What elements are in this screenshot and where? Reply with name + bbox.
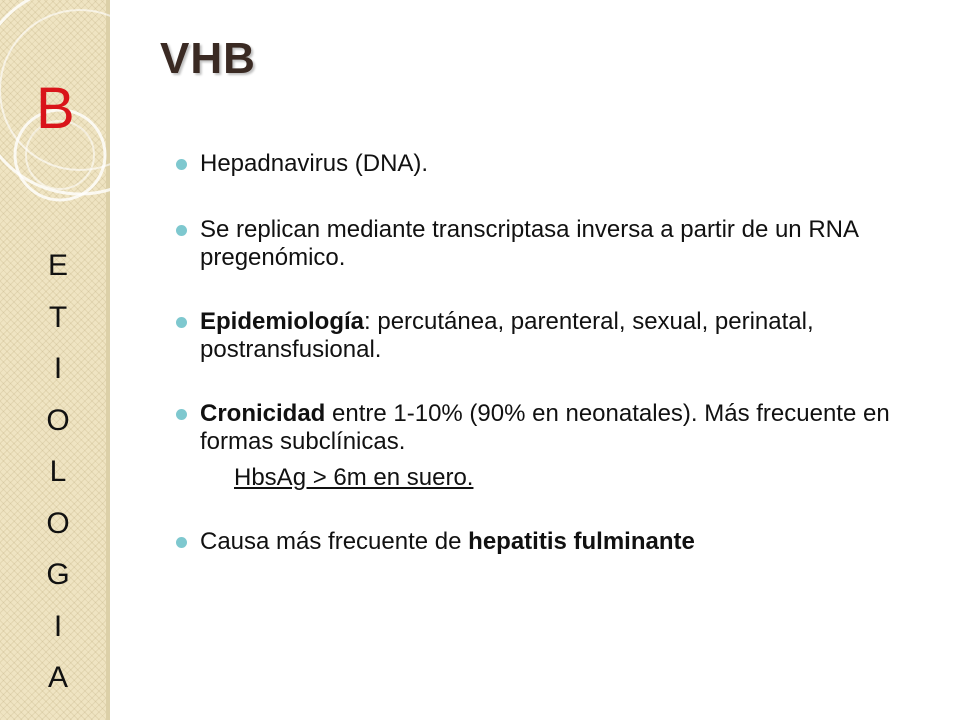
bullet-dot-icon <box>176 537 187 548</box>
bullet-item <box>176 216 916 272</box>
vertical-letter: O <box>46 506 70 540</box>
vertical-letter: A <box>47 661 68 694</box>
bullet-text: Causa más frecuente de <box>200 528 469 555</box>
bullet-text: Se replican mediante transcriptasa inversa a partir de un RNA pregenómico. <box>200 216 858 271</box>
vertical-word-etiologia <box>38 240 78 704</box>
side-letter-b: B <box>36 76 75 141</box>
bullet-text: Hepadnavirus (DNA). <box>200 150 429 177</box>
vertical-letter: G <box>46 558 70 591</box>
bullet-dot-icon <box>176 225 187 236</box>
slide-title: VHB <box>160 34 256 83</box>
bullet-bold-term: Cronicidad <box>200 400 326 427</box>
vertical-letter: I <box>53 352 63 385</box>
bullet-bold-term: Epidemiología <box>200 308 365 335</box>
underlined-subline: HbsAg > 6m en suero. <box>234 464 474 491</box>
bullet-list <box>176 150 916 556</box>
bullet-dot-icon <box>176 317 187 328</box>
bullet-item <box>176 308 916 364</box>
bullet-item <box>176 400 916 492</box>
bullet-bold-term: hepatitis fulminante <box>468 528 695 555</box>
bullet-dot-icon <box>176 409 187 420</box>
vertical-letter: L <box>49 455 67 488</box>
bullet-item <box>176 150 916 178</box>
vertical-letter: O <box>46 403 70 437</box>
bullet-item <box>176 528 916 556</box>
vertical-letter: T <box>48 300 68 334</box>
bullet-text: entre 1-10% (90% en neonatales). Más frecuente en formas subclínicas. <box>200 400 890 455</box>
vertical-letter: I <box>53 609 63 643</box>
bullet-dot-icon <box>176 159 187 170</box>
bullet-text: : percutánea, parenteral, sexual, perinatal, postransfusional. <box>200 308 814 363</box>
vertical-letter: E <box>47 249 68 282</box>
